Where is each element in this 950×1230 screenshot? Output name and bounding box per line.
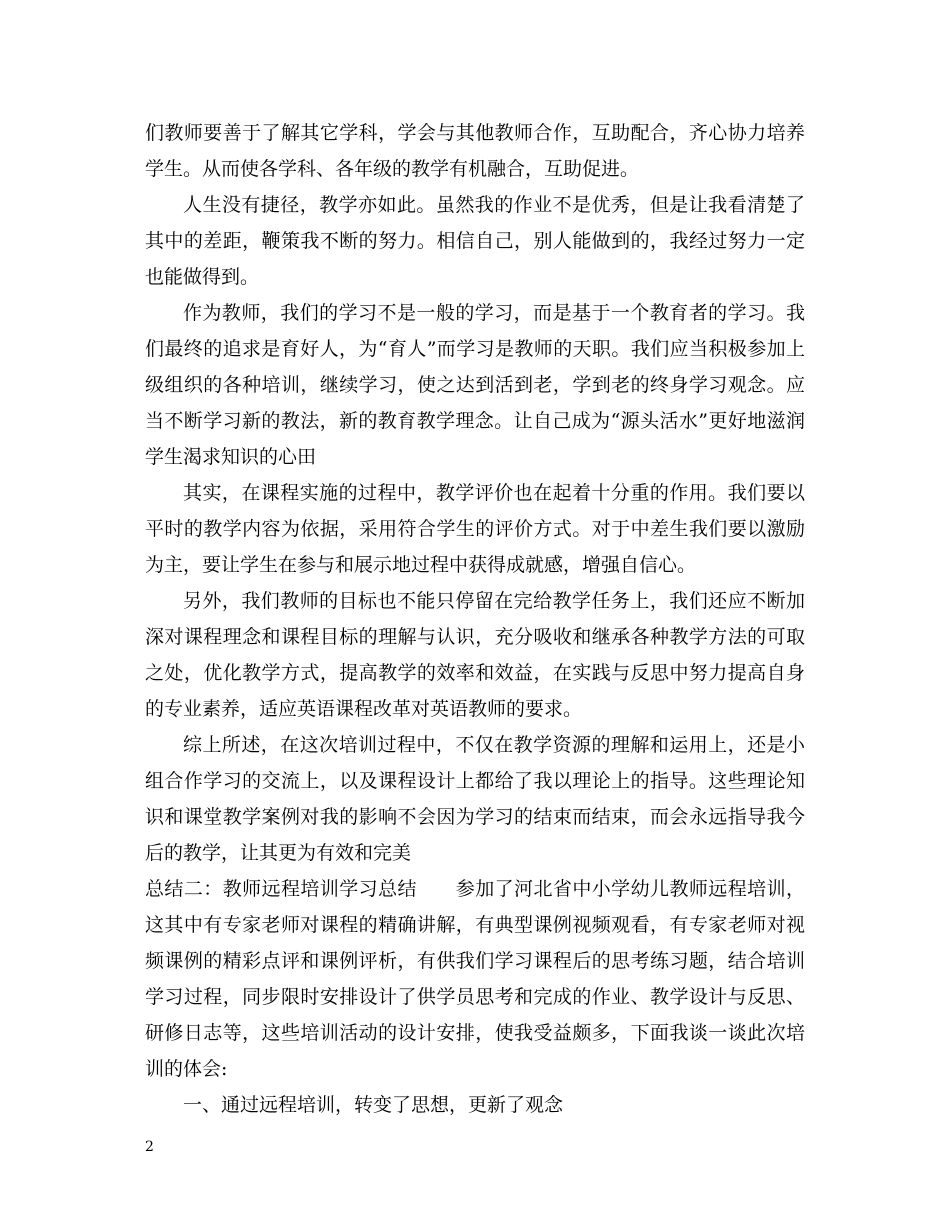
paragraph-no-shortcut: 人生没有捷径，教学亦如此。虽然我的作业不是优秀，但是让我看清楚了其中的差距，鞭策我不断的努力。相信自己，别人能做到的，我经过努力一定也能做得到。 (145, 194, 805, 288)
document-body (145, 115, 805, 1123)
section-heading-one: 一、通过远程培训，转变了思想，更新了观念 (183, 1094, 564, 1116)
paragraph-teacher-learning: 作为教师，我们的学习不是一般的学习，而是基于一个教育者的学习。我们最终的追求是育好人，为“育人”而学习是教师的天职。我们应当积极参加上级组织的各种培训，继续学习，使之达到活到老，学到老的终身学习观念。应当不断学习新的教法，新的教育教学理念。让自己成为“源头活水”更好地滋润学生渴求知识的心田 (145, 302, 805, 468)
page-number: 2 (145, 1139, 154, 1155)
paragraph-teacher-goals: 另外，我们教师的目标也不能只停留在完给教学任务上，我们还应不断加深对课程理念和课程目标的理解与认识，充分吸收和继承各种教学方法的可取之处，优化教学方式，提高教学的效率和效益，在实践与反思中努力提高自身的专业素养，适应英语课程改革对英语教师的要求。 (145, 590, 805, 720)
paragraph-continuation: 们教师要善于了解其它学科，学会与其他教师合作，互助配合，齐心协力培养学生。从而使各学科、各年级的教学有机融合，互助促进。 (145, 122, 805, 180)
paragraph-summary: 综上所述，在这次培训过程中，不仅在教学资源的理解和运用上，还是小组合作学习的交流上，以及课程设计上都给了我以理论上的指导。这些理论知识和课堂教学案例对我的影响不会因为学习的结束而结束，而会永远指导我今后的教学，让其更为有效和完美 (145, 734, 805, 864)
paragraph-evaluation: 其实，在课程实施的过程中，教学评价也在起着十分重的作用。我们要以平时的教学内容为依据，采用符合学生的评价方式。对于中差生我们要以激励为主，要让学生在参与和展示地过程中获得成就感，增强自信心。 (145, 482, 805, 576)
paragraph-summary-two: 总结二：教师远程培训学习总结 参加了河北省中小学幼儿教师远程培训，这其中有专家老师对课程的精确讲解，有典型课例视频观看，有专家老师对视频课例的精彩点评和课例评析，有供我们学习课程后的思考练习题，结合培训学习过程，同步限时安排设计了供学员思考和完成的作业、教学设计与反思、研修日志等，这些培训活动的设计安排，使我受益颇多，下面我谈一谈此次培训的体会: (145, 878, 805, 1080)
